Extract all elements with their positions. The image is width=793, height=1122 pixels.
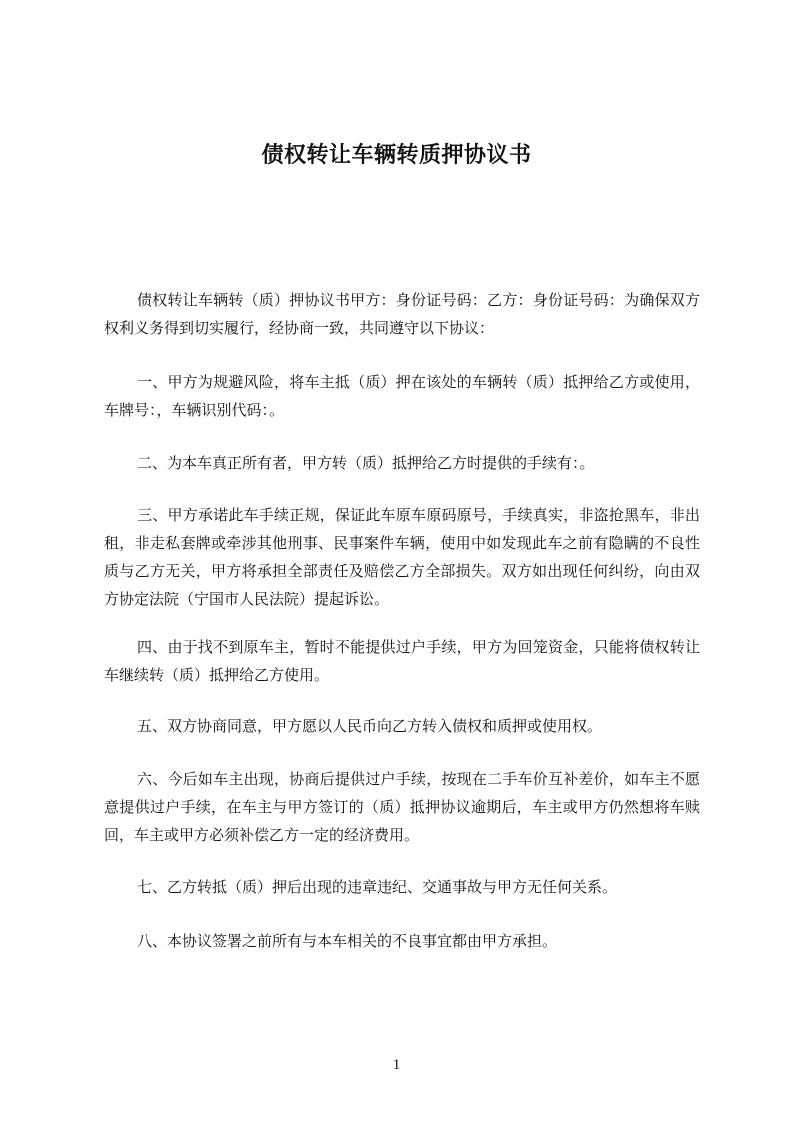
paragraph-clause-7: 七、乙方转抵（质）押后出现的违章违纪、交通事故与甲方无任何关系。	[137, 878, 618, 896]
page-number: 1	[392, 1057, 401, 1073]
paragraph-clause-4: 四、由于找不到原车主，暂时不能提供过户手续，甲方为回笼资金，只能将债权转让车继续转（质）抵押给乙方使用。	[104, 638, 700, 684]
paragraph-preamble: 债权转让车辆转（质）押协议书甲方：身份证号码：乙方：身份证号码：为确保双方权利义务得到切实履行，经协商一致，共同遵守以下协议：	[104, 291, 700, 337]
paragraph-clause-3: 三、甲方承诺此车手续正规，保证此车原车原码原号，手续真实，非盗抢黑车，非出租，非走私套牌或牵涉其他刑事、民事案件车辆，使用中如发现此车之前有隐瞒的不良性质与乙方无关，甲方将承担全部责任及赔偿乙方全部损失。双方如出现任何纠纷，向由双方协定法院（宁国市人民法院）提起诉讼。	[104, 506, 700, 608]
paragraph-clause-2: 二、为本车真正所有者，甲方转（质）抵押给乙方时提供的手续有：。	[137, 454, 595, 472]
paragraph-clause-8: 八、本协议签署之前所有与本车相关的不良事宜都由甲方承担。	[137, 932, 558, 950]
paragraph-clause-5: 五、双方协商同意，甲方愿以人民币向乙方转入债权和质押或使用权。	[137, 717, 603, 735]
document-title: 债权转让车辆转质押协议书	[261, 143, 532, 168]
paragraph-clause-1: 一、甲方为规避风险，将车主抵（质）押在该处的车辆转（质）抵押给乙方或使用，车牌号：，车辆识别代码：。	[104, 373, 700, 419]
paragraph-clause-6: 六、今后如车主出现，协商后提供过户手续，按现在二手车价互补差价，如车主不愿意提供过户手续，在车主与甲方签订的（质）抵押协议逾期后，车主或甲方仍然想将车赎回，车主或甲方必须补偿乙方一定的经济费用。	[104, 770, 700, 844]
